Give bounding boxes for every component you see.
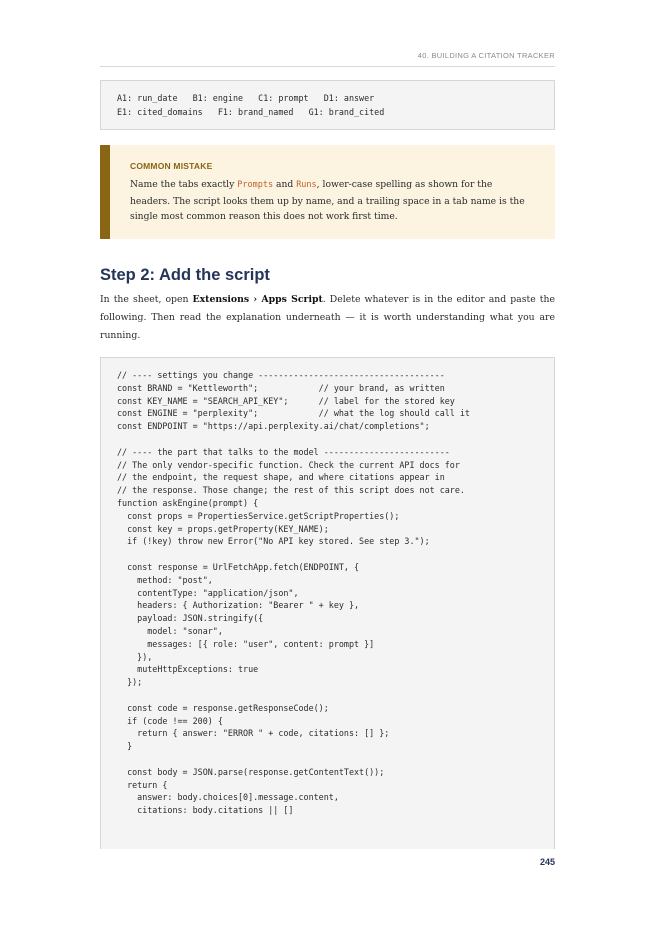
code-line: // ---- settings you change ------------------------------------- (117, 370, 445, 380)
code-line (117, 689, 554, 702)
menu-path: Extensions › Apps Script (192, 294, 323, 305)
intro-text: In the sheet, open (100, 294, 193, 305)
code-line: }); (117, 677, 143, 688)
code-line: method: "post", (117, 574, 213, 585)
code-line: headers: { Authorization: "Bearer " + key }, (117, 600, 360, 611)
headers-code-block (100, 80, 555, 130)
code-line: // ---- the part that talks to the model ------------------------- (117, 446, 450, 457)
code-line: const code = response.getResponseCode(); (117, 702, 329, 713)
code-line: }), (117, 651, 153, 662)
code-line: const body = JSON.parse(response.getContentText()); (117, 766, 385, 777)
callout-text (130, 177, 535, 225)
code-line: } (117, 741, 133, 752)
code-line: A1: run_date B1: engine C1: prompt D1: answer (117, 93, 375, 103)
intro-text: . Delete whatever is in the editor and paste the following. Then read the explanation underneath — it is worth understanding what you are running. (100, 294, 555, 341)
code-line (117, 433, 554, 446)
code-line: function askEngine(prompt) { (117, 497, 259, 508)
callout-text-part: , lower-case spelling as shown for the headers. The script looks them up by name, and a trailing space in a tab name is the single most common reason this does not work first time. (130, 179, 525, 223)
script-code-block (100, 357, 555, 849)
code-line: answer: body.choices[0].message.content, (117, 792, 339, 803)
code-line: const KEY_NAME = "SEARCH_API_KEY"; // label for the stored key (117, 395, 455, 406)
code-line: return { (117, 779, 168, 790)
code-line: if (code !== 200) { (117, 715, 223, 726)
step-heading: Step 2: Add the script (100, 266, 270, 284)
code-line: const props = PropertiesService.getScriptProperties(); (117, 510, 400, 521)
header-rule (100, 66, 555, 67)
code-line: E1: cited_domains F1: brand_named G1: brand_cited (117, 106, 385, 117)
code-line: // the endpoint, the request shape, and where citations appear in (117, 472, 445, 483)
tab-name-prompts: Prompts (237, 180, 274, 190)
code-line: messages: [{ role: "user", content: prompt }] (117, 638, 375, 649)
page-number: 245 (539, 857, 555, 867)
callout-text-part: and (273, 179, 297, 190)
common-mistake-callout (100, 145, 555, 239)
callout-title: COMMON MISTAKE (130, 161, 213, 171)
code-line (117, 753, 554, 766)
step-intro (100, 291, 555, 344)
code-line: model: "sonar", (117, 625, 223, 636)
code-line: muteHttpExceptions: true (117, 664, 259, 675)
tab-name-runs: Runs (296, 180, 317, 190)
code-line: citations: body.citations || [] (117, 805, 294, 816)
running-head: 40. BUILDING A CITATION TRACKER (417, 51, 555, 60)
code-line: if (!key) throw new Error("No API key stored. See step 3."); (117, 536, 430, 547)
code-line (117, 548, 554, 561)
code-line: return { answer: "ERROR " + code, citations: [] }; (117, 728, 390, 739)
code-line: const response = UrlFetchApp.fetch(ENDPOINT, { (117, 561, 360, 572)
code-line: contentType: "application/json", (117, 587, 299, 598)
code-line: const ENGINE = "perplexity"; // what the log should call it (117, 408, 470, 419)
code-line: payload: JSON.stringify({ (117, 613, 264, 624)
code-line: const BRAND = "Kettleworth"; // your brand, as written (117, 382, 445, 393)
code-line: const key = props.getProperty(KEY_NAME); (117, 523, 329, 534)
code-line: // the response. Those change; the rest of this script does not care. (117, 485, 465, 496)
callout-text-part: Name the tabs exactly (130, 179, 238, 190)
code-line: const ENDPOINT = "https://api.perplexity.ai/chat/completions"; (117, 421, 430, 432)
code-line: // The only vendor-specific function. Check the current API docs for (117, 459, 460, 470)
